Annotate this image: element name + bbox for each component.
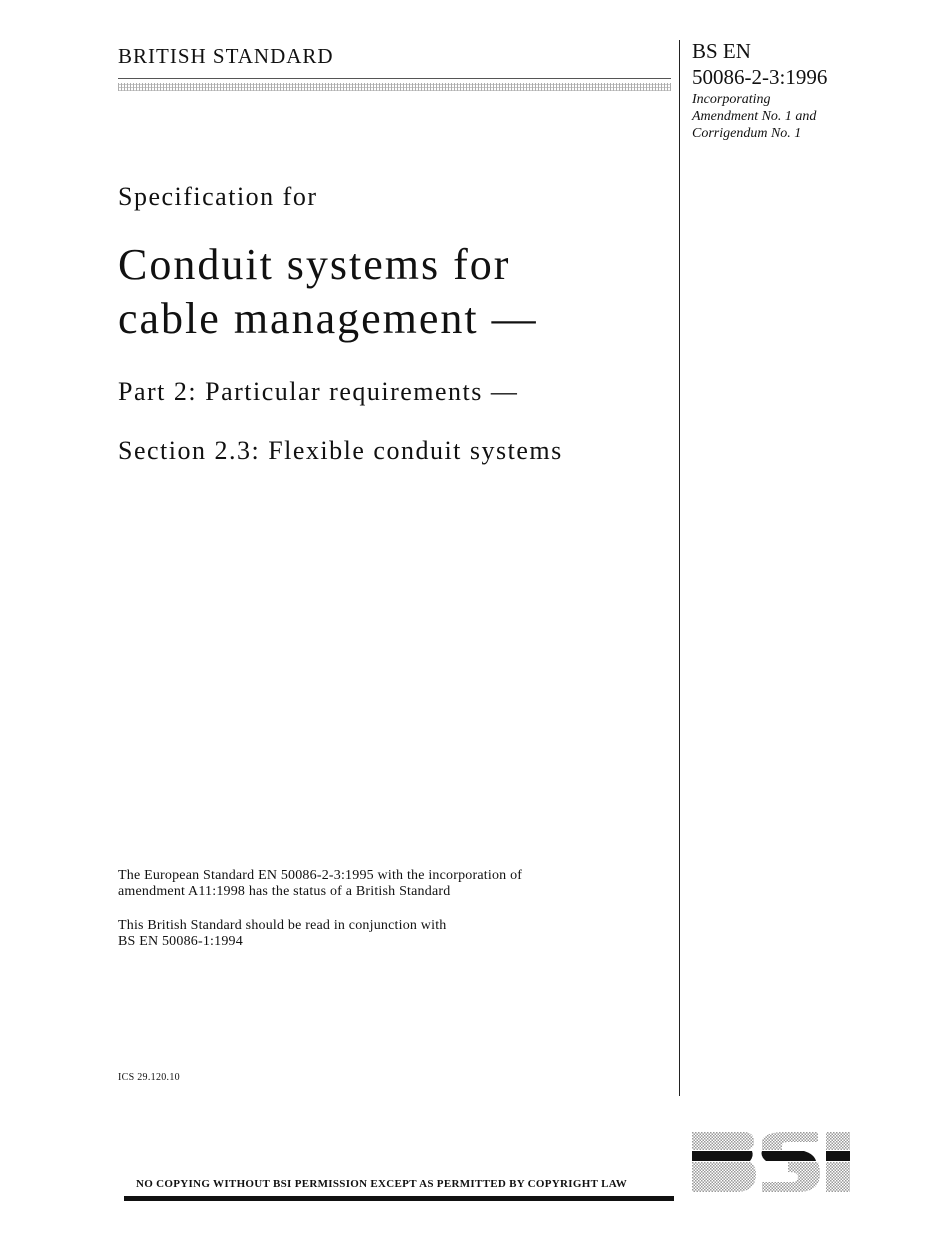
amendment-note-line: Amendment No. 1 and [692, 109, 817, 124]
title-prefix: Specification for [118, 182, 318, 211]
amendment-note-line: Incorporating [692, 92, 771, 107]
main-title [118, 238, 538, 346]
bsi-logo-icon [692, 1132, 850, 1192]
standard-number-line1: BS EN [692, 39, 751, 63]
amendment-note [692, 91, 816, 142]
read-with-statement-line2: BS EN 50086-1:1994 [118, 934, 243, 949]
header-dotted-band [118, 83, 671, 91]
read-with-statement [118, 918, 658, 950]
standard-number-line2: 50086-2-3:1996 [692, 65, 828, 89]
footer-bar [124, 1196, 674, 1201]
read-with-statement-line1: This British Standard should be read in conjunction with [118, 918, 447, 933]
standard-number [692, 38, 827, 90]
section-title: Section 2.3: Flexible conduit systems [118, 436, 563, 465]
status-statement-line2: amendment A11:1998 has the status of a British Standard [118, 884, 451, 899]
main-title-line1: Conduit systems for [118, 240, 511, 289]
part-title: Part 2: Particular requirements — [118, 377, 519, 406]
column-divider [679, 40, 680, 1096]
amendment-note-line: Corrigendum No. 1 [692, 126, 802, 141]
document-category-label: BRITISH STANDARD [118, 44, 334, 68]
copyright-notice: NO COPYING WITHOUT BSI PERMISSION EXCEPT AS PERMITTED BY COPYRIGHT LAW [136, 1178, 628, 1190]
header-rule [118, 78, 671, 79]
main-title-line2: cable management — [118, 294, 538, 343]
status-statement [118, 868, 658, 900]
status-statement-line1: The European Standard EN 50086-2-3:1995 with the incorporation of [118, 868, 523, 883]
ics-code: ICS 29.120.10 [118, 1072, 180, 1083]
